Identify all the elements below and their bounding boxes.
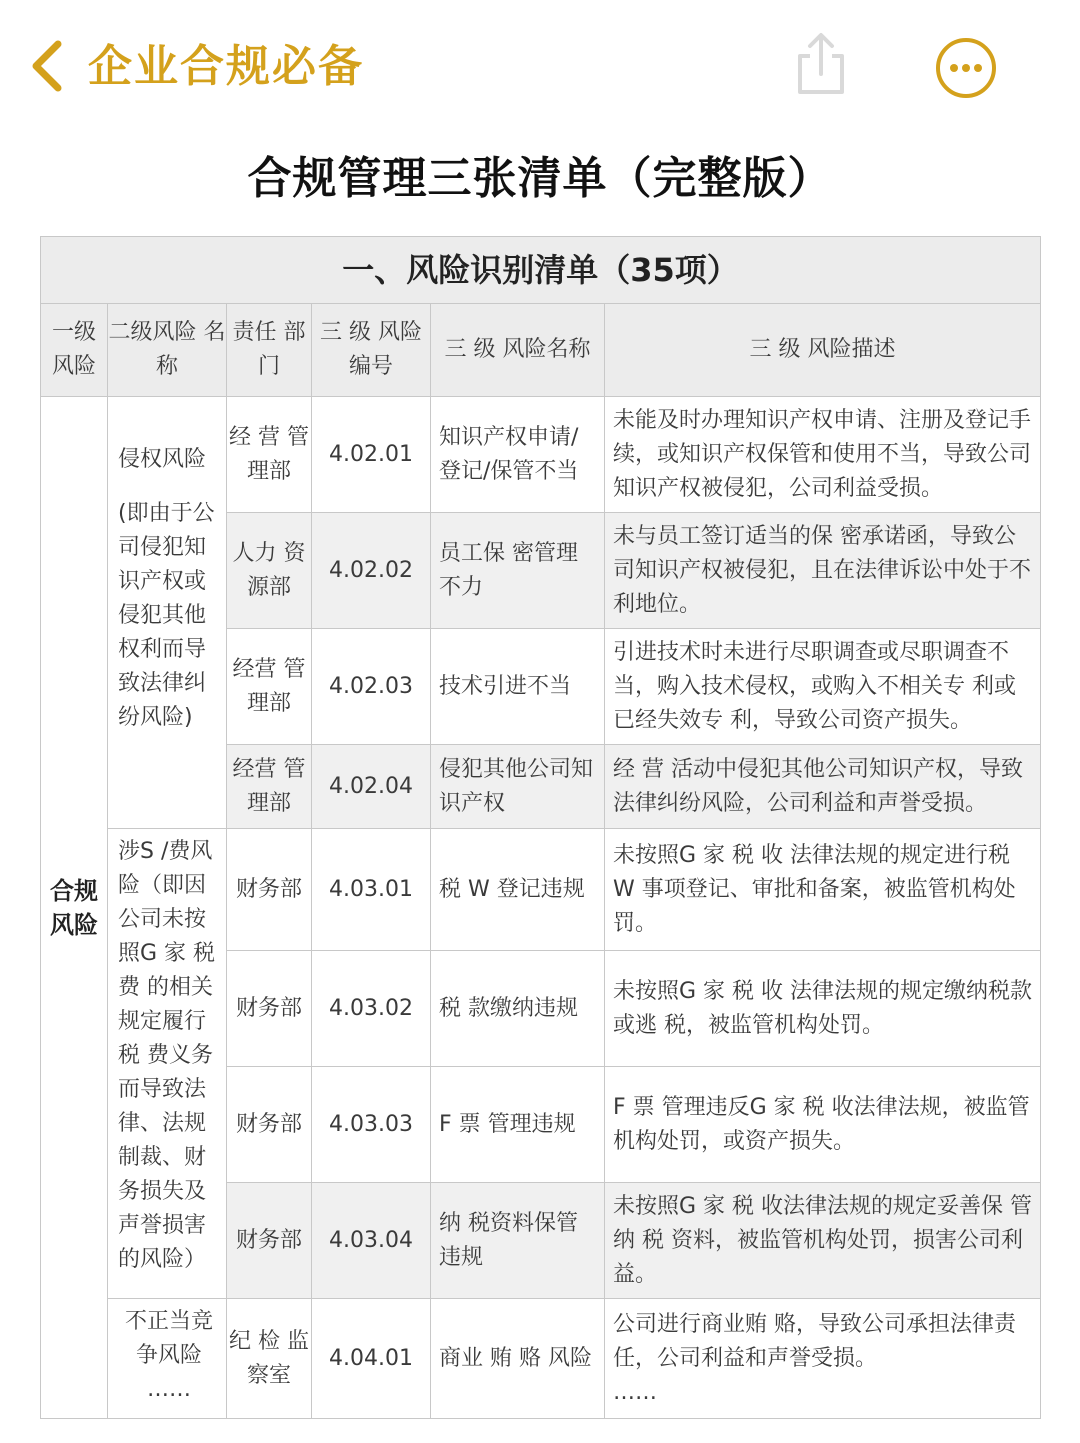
app-title: 企业合规必备	[88, 41, 364, 92]
level2-risk-cell	[108, 1299, 227, 1419]
level2-risk-name: 侵权风险	[118, 447, 207, 472]
risk-name-cell: 纳 税资料保管违规	[431, 1183, 605, 1299]
dept-cell: 人力 资源部	[227, 513, 312, 629]
risk-desc-cell: F 票 管理违反G 家 税 收法律法规，被监管机构处罚，或资产损失。	[605, 1067, 1041, 1183]
dept-cell: 纪 检 监察室	[227, 1299, 312, 1419]
risk-name-cell: 员工保 密管理不力	[431, 513, 605, 629]
code-cell: 4.03.04	[312, 1183, 431, 1299]
trailing-ellipsis: ……	[613, 1379, 657, 1405]
level2-risk-detail: 涉S /费风险（即因公司未按照G 家 税 费 的相关规定履行税 费义务而导致法律、法规制裁、财务损失及声誉损害的风险）	[118, 839, 216, 1272]
code-cell: 4.04.01	[312, 1299, 431, 1419]
risk-desc-cell: 未能及时办理知识产权申请、注册及登记手续，或知识产权保管和使用不当，导致公司知识产权被侵犯，公司利益受损。	[605, 397, 1041, 513]
level1-risk-cell: 合规 风险	[41, 397, 108, 1419]
code-cell: 4.02.02	[312, 513, 431, 629]
header-responsible-dept: 责任 部门	[227, 304, 312, 397]
level2-risk-detail: (即由于公司侵犯知识产权或侵犯其他权利而导致法律纠纷风险)	[118, 501, 215, 730]
risk-name-cell: 知识产权申请/ 登记/保管不当	[431, 397, 605, 513]
risk-desc-cell: 引进技术时未进行尽职调查或尽职调查不当，购入技术侵权，或购入不相关专 利或已经失效专 利，导致公司资产损失。	[605, 629, 1041, 745]
risk-desc-cell: 经 营 活动中侵犯其他公司知识产权，导致法律纠纷风险，公司利益和声誉受损。	[605, 745, 1041, 829]
level2-risk-detail: ……	[147, 1377, 191, 1402]
share-icon[interactable]	[790, 30, 852, 98]
column-header-row	[41, 304, 1041, 397]
table-row	[41, 829, 1041, 951]
risk-desc-cell: 未按照G 家 税 收 法律法规的规定缴纳税款或逃 税，被监管机构处罚。	[605, 951, 1041, 1067]
risk-name-cell: 技术引进不当	[431, 629, 605, 745]
code-cell: 4.03.01	[312, 829, 431, 951]
level2-risk-cell	[108, 397, 227, 829]
table-row	[41, 397, 1041, 513]
header-level2-risk-name: 二级风险 名称	[108, 304, 227, 397]
code-cell: 4.03.03	[312, 1067, 431, 1183]
dept-cell: 经营 管理部	[227, 745, 312, 829]
code-cell: 4.03.02	[312, 951, 431, 1067]
risk-desc-cell	[605, 1299, 1041, 1419]
more-dots-icon[interactable]	[934, 36, 998, 100]
risk-desc-cell: 未按照G 家 税 收法律法规的规定妥善保 管纳 税 资料，被监管机构处罚，损害公司利益。	[605, 1183, 1041, 1299]
header-level1-risk: 一级 风险	[41, 304, 108, 397]
code-cell: 4.02.03	[312, 629, 431, 745]
risk-desc-text: 公司进行商业贿 赂，导致公司承担法律责任，公司利益和声誉受损。	[613, 1311, 1016, 1371]
header-level3-code: 三 级 风险编号	[312, 304, 431, 397]
dept-cell: 经 营 管理部	[227, 397, 312, 513]
dept-cell: 财务部	[227, 829, 312, 951]
dept-cell: 经营 管理部	[227, 629, 312, 745]
code-cell: 4.02.01	[312, 397, 431, 513]
dept-cell: 财务部	[227, 951, 312, 1067]
level2-risk-cell	[108, 829, 227, 1299]
risk-name-cell: F 票 管理违规	[431, 1067, 605, 1183]
risk-name-cell: 商业 贿 赂 风险	[431, 1299, 605, 1419]
header-level3-name: 三 级 风险名称	[431, 304, 605, 397]
risk-name-cell: 税 款缴纳违规	[431, 951, 605, 1067]
risk-desc-cell: 未与员工签订适当的保 密承诺函，导致公司知识产权被侵犯，且在法律诉讼中处于不利地位。	[605, 513, 1041, 629]
page-title: 合规管理三张清单（完整版）	[247, 153, 833, 204]
risk-identification-table	[40, 236, 1041, 1419]
dept-cell: 财务部	[227, 1183, 312, 1299]
risk-name-cell: 侵犯其他公司知识产权	[431, 745, 605, 829]
code-cell: 4.02.04	[312, 745, 431, 829]
level2-risk-name: 不正当竞争风险	[124, 1309, 213, 1368]
risk-desc-cell: 未按照G 家 税 收 法律法规的规定进行税 W 事项登记、审批和备案，被监管机构处罚。	[605, 829, 1041, 951]
section-title: 一、风险识别清单（35项）	[41, 237, 1041, 304]
header-level3-description: 三 级 风险描述	[605, 304, 1041, 397]
table-row	[41, 1299, 1041, 1419]
dept-cell: 财务部	[227, 1067, 312, 1183]
top-navigation-bar	[0, 0, 1080, 130]
risk-name-cell: 税 W 登记违规	[431, 829, 605, 951]
chevron-left-icon[interactable]	[24, 36, 70, 96]
